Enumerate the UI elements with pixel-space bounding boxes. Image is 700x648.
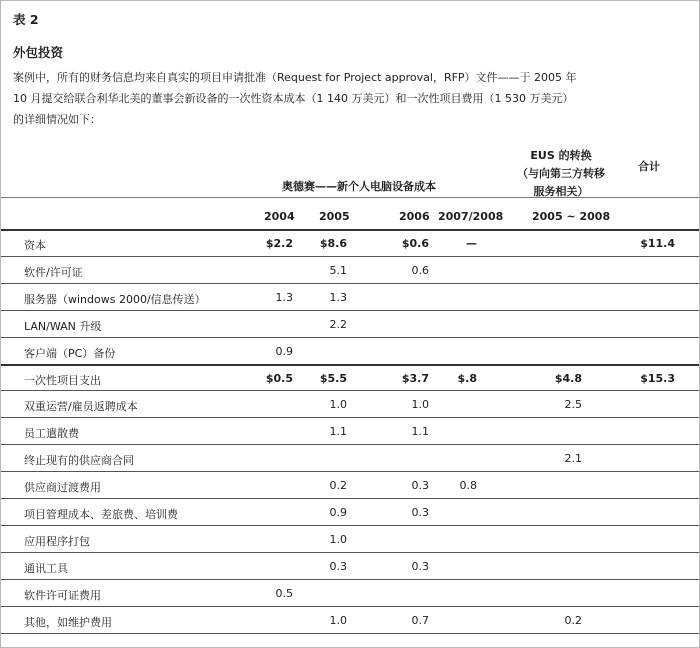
row-label: 软件许可证费用 — [24, 588, 101, 602]
row-divider — [1, 606, 699, 607]
row-value-total: $15.3 — [640, 371, 675, 385]
row-divider — [1, 337, 699, 338]
row-divider — [1, 633, 699, 634]
row-value-2005: 5.1 — [329, 263, 347, 277]
row-label: 一次性项目支出 — [24, 373, 101, 387]
row-value-2005: 2.2 — [329, 317, 347, 331]
row-value-2006: 0.7 — [411, 613, 429, 627]
row-divider — [1, 310, 699, 311]
year-header-2004: 2004 — [264, 210, 295, 223]
row-divider — [1, 256, 699, 257]
row-divider — [1, 390, 699, 391]
row-value-total: $11.4 — [640, 237, 675, 250]
header-rule — [1, 197, 699, 198]
row-value-2005: $8.6 — [319, 237, 347, 250]
eus-header-line: EUS 的转换 — [530, 149, 592, 162]
row-value-2006: $3.7 — [401, 371, 429, 385]
row-divider — [1, 444, 699, 445]
year-header-eus: 2005 ~ 2008 — [532, 210, 611, 223]
row-label: 应用程序打包 — [24, 534, 90, 548]
row-divider — [1, 417, 699, 418]
row-label: 终止现有的供应商合同 — [24, 454, 134, 468]
table-number: 表 2 — [13, 12, 39, 27]
intro-line: 10 月提交给联合利华北美的董事会新设备的一次性资本成本（1 140 万美元）和一次性项目费用（1 530 万美元） — [13, 92, 574, 105]
row-label: 资本 — [24, 239, 46, 252]
total-column-header: 合计 — [638, 160, 660, 173]
row-value-2005: $5.5 — [319, 371, 347, 385]
row-label: 客户端（PC）备份 — [24, 346, 116, 360]
row-value-2004: 0.9 — [275, 344, 293, 358]
table-top-rule — [1, 229, 699, 231]
row-value-2004: $2.2 — [265, 237, 293, 250]
row-label: 服务器（windows 2000/信息传送） — [24, 292, 206, 306]
year-header-2005: 2005 — [319, 210, 350, 223]
row-value-2005: 0.9 — [329, 506, 347, 519]
row-value-2005: 1.1 — [329, 425, 347, 439]
row-value-2005: 1.0 — [329, 398, 347, 412]
row-value-2004: 1.3 — [275, 290, 293, 304]
row-value-2006: 0.3 — [411, 479, 429, 493]
row-value-2007: $.8 — [457, 371, 477, 385]
row-value-2004: 0.5 — [275, 586, 293, 600]
row-value-2005: 0.3 — [329, 559, 347, 573]
eus-header-line: （与向第三方转移 — [517, 167, 605, 180]
row-value-2007: — — [466, 237, 477, 250]
row-divider — [1, 552, 699, 553]
row-value-2006: 0.3 — [411, 506, 429, 519]
intro-line: 案例中，所有的财务信息均来自真实的项目申请批准（Request for Project approval，RFP）文件——于 2005 年 — [13, 71, 577, 84]
intro-paragraph — [13, 67, 693, 130]
row-label: 软件/许可证 — [24, 265, 83, 279]
row-value-2006: 0.3 — [411, 559, 429, 573]
row-label: 供应商过渡费用 — [24, 481, 101, 495]
intro-line: 的详细情况如下： — [13, 113, 101, 126]
group-header-main: 奥德赛——新个人电脑设备成本 — [282, 180, 436, 193]
eus-header-line: 服务相关） — [533, 185, 589, 198]
year-header-2007-2008: 2007/2008 — [438, 210, 504, 223]
row-divider — [1, 525, 699, 526]
row-label: 其他，如维护费用 — [24, 615, 112, 629]
row-value-eus: $4.8 — [554, 371, 582, 385]
table-title: 外包投资 — [13, 45, 64, 60]
eus-group-header — [509, 147, 613, 201]
row-value-2005: 1.0 — [329, 613, 347, 627]
row-value-2005: 1.0 — [329, 532, 347, 546]
row-label: 双重运营/雇员返聘成本 — [24, 400, 138, 414]
row-divider — [1, 471, 699, 472]
row-value-2005: 1.3 — [329, 290, 347, 304]
row-value-2006: 0.6 — [411, 263, 429, 277]
row-value-2006: $0.6 — [401, 237, 429, 250]
row-value-eus: 0.2 — [564, 613, 582, 627]
row-value-eus: 2.1 — [564, 452, 582, 466]
row-divider — [1, 579, 699, 580]
row-value-2007: 0.8 — [459, 479, 477, 493]
row-value-eus: 2.5 — [564, 398, 582, 412]
row-value-2006: 1.0 — [411, 398, 429, 412]
row-value-2006: 1.1 — [411, 425, 429, 439]
row-label: 员工遣散费 — [24, 427, 79, 441]
row-label: 通讯工具 — [24, 561, 68, 575]
row-divider — [1, 283, 699, 284]
year-header-2006: 2006 — [399, 210, 430, 223]
row-value-2004: $0.5 — [265, 371, 293, 385]
row-label: 项目管理成本、差旅费、培训费 — [24, 508, 178, 521]
row-value-2005: 0.2 — [329, 479, 347, 493]
row-divider — [1, 498, 699, 499]
row-divider — [1, 364, 699, 366]
row-label: LAN/WAN 升级 — [24, 319, 102, 333]
